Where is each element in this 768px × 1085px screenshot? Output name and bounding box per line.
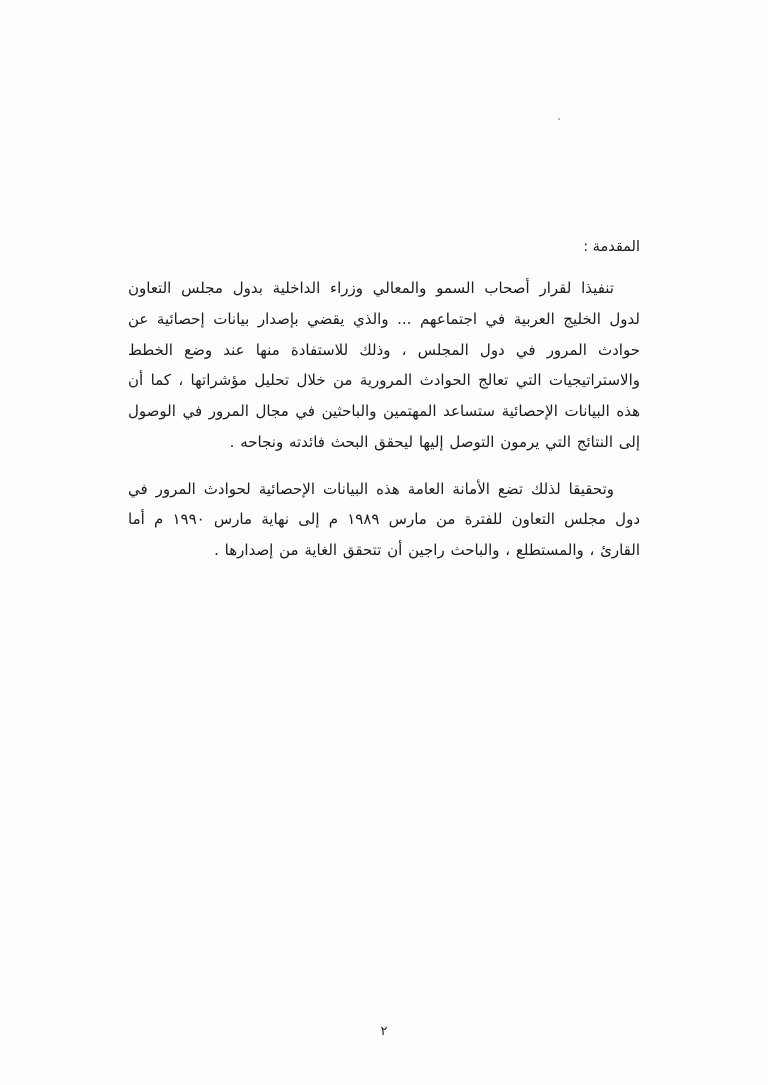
page-number: ٢ <box>380 1024 388 1039</box>
body-paragraph-2: وتحقيقا لذلك تضع الأمانة العامة هذه البيانات الإحصائية لحوادث المرور في دول مجلس التعاون للفترة من مارس ١٩٨٩ م إلى نهاية مارس ١٩٩٠ م أما القارئ ، والمستطلع ، والباحث راجين أن تتحقق الغاية من إصدارها . <box>128 479 640 560</box>
section-heading: المقدمة : <box>583 239 640 255</box>
scan-speck <box>558 118 560 120</box>
page-content <box>128 236 640 576</box>
body-paragraph-1: تنفيذا لقرار أصحاب السمو والمعالي وزراء الداخلية بدول مجلس التعاون لدول الخليج العربية في اجتماعهم ... والذي يقضي بإصدار بيانات إحصائية عن حوادث المرور في دول المجلس ، وذلك للاستفادة منها عند وضع الخطط والاستراتيجيات التي تعالج الحوادث المرورية من خلال تحليل مؤشراتها ، كما أن هذه البيانات الإحصائية ستساعد المهتمين والباحثين في مجال المرور في الوصول إلى النتائج التي يرمون التوصل إليها ليحقق البحث فائدته ونجاحه . <box>128 279 640 451</box>
